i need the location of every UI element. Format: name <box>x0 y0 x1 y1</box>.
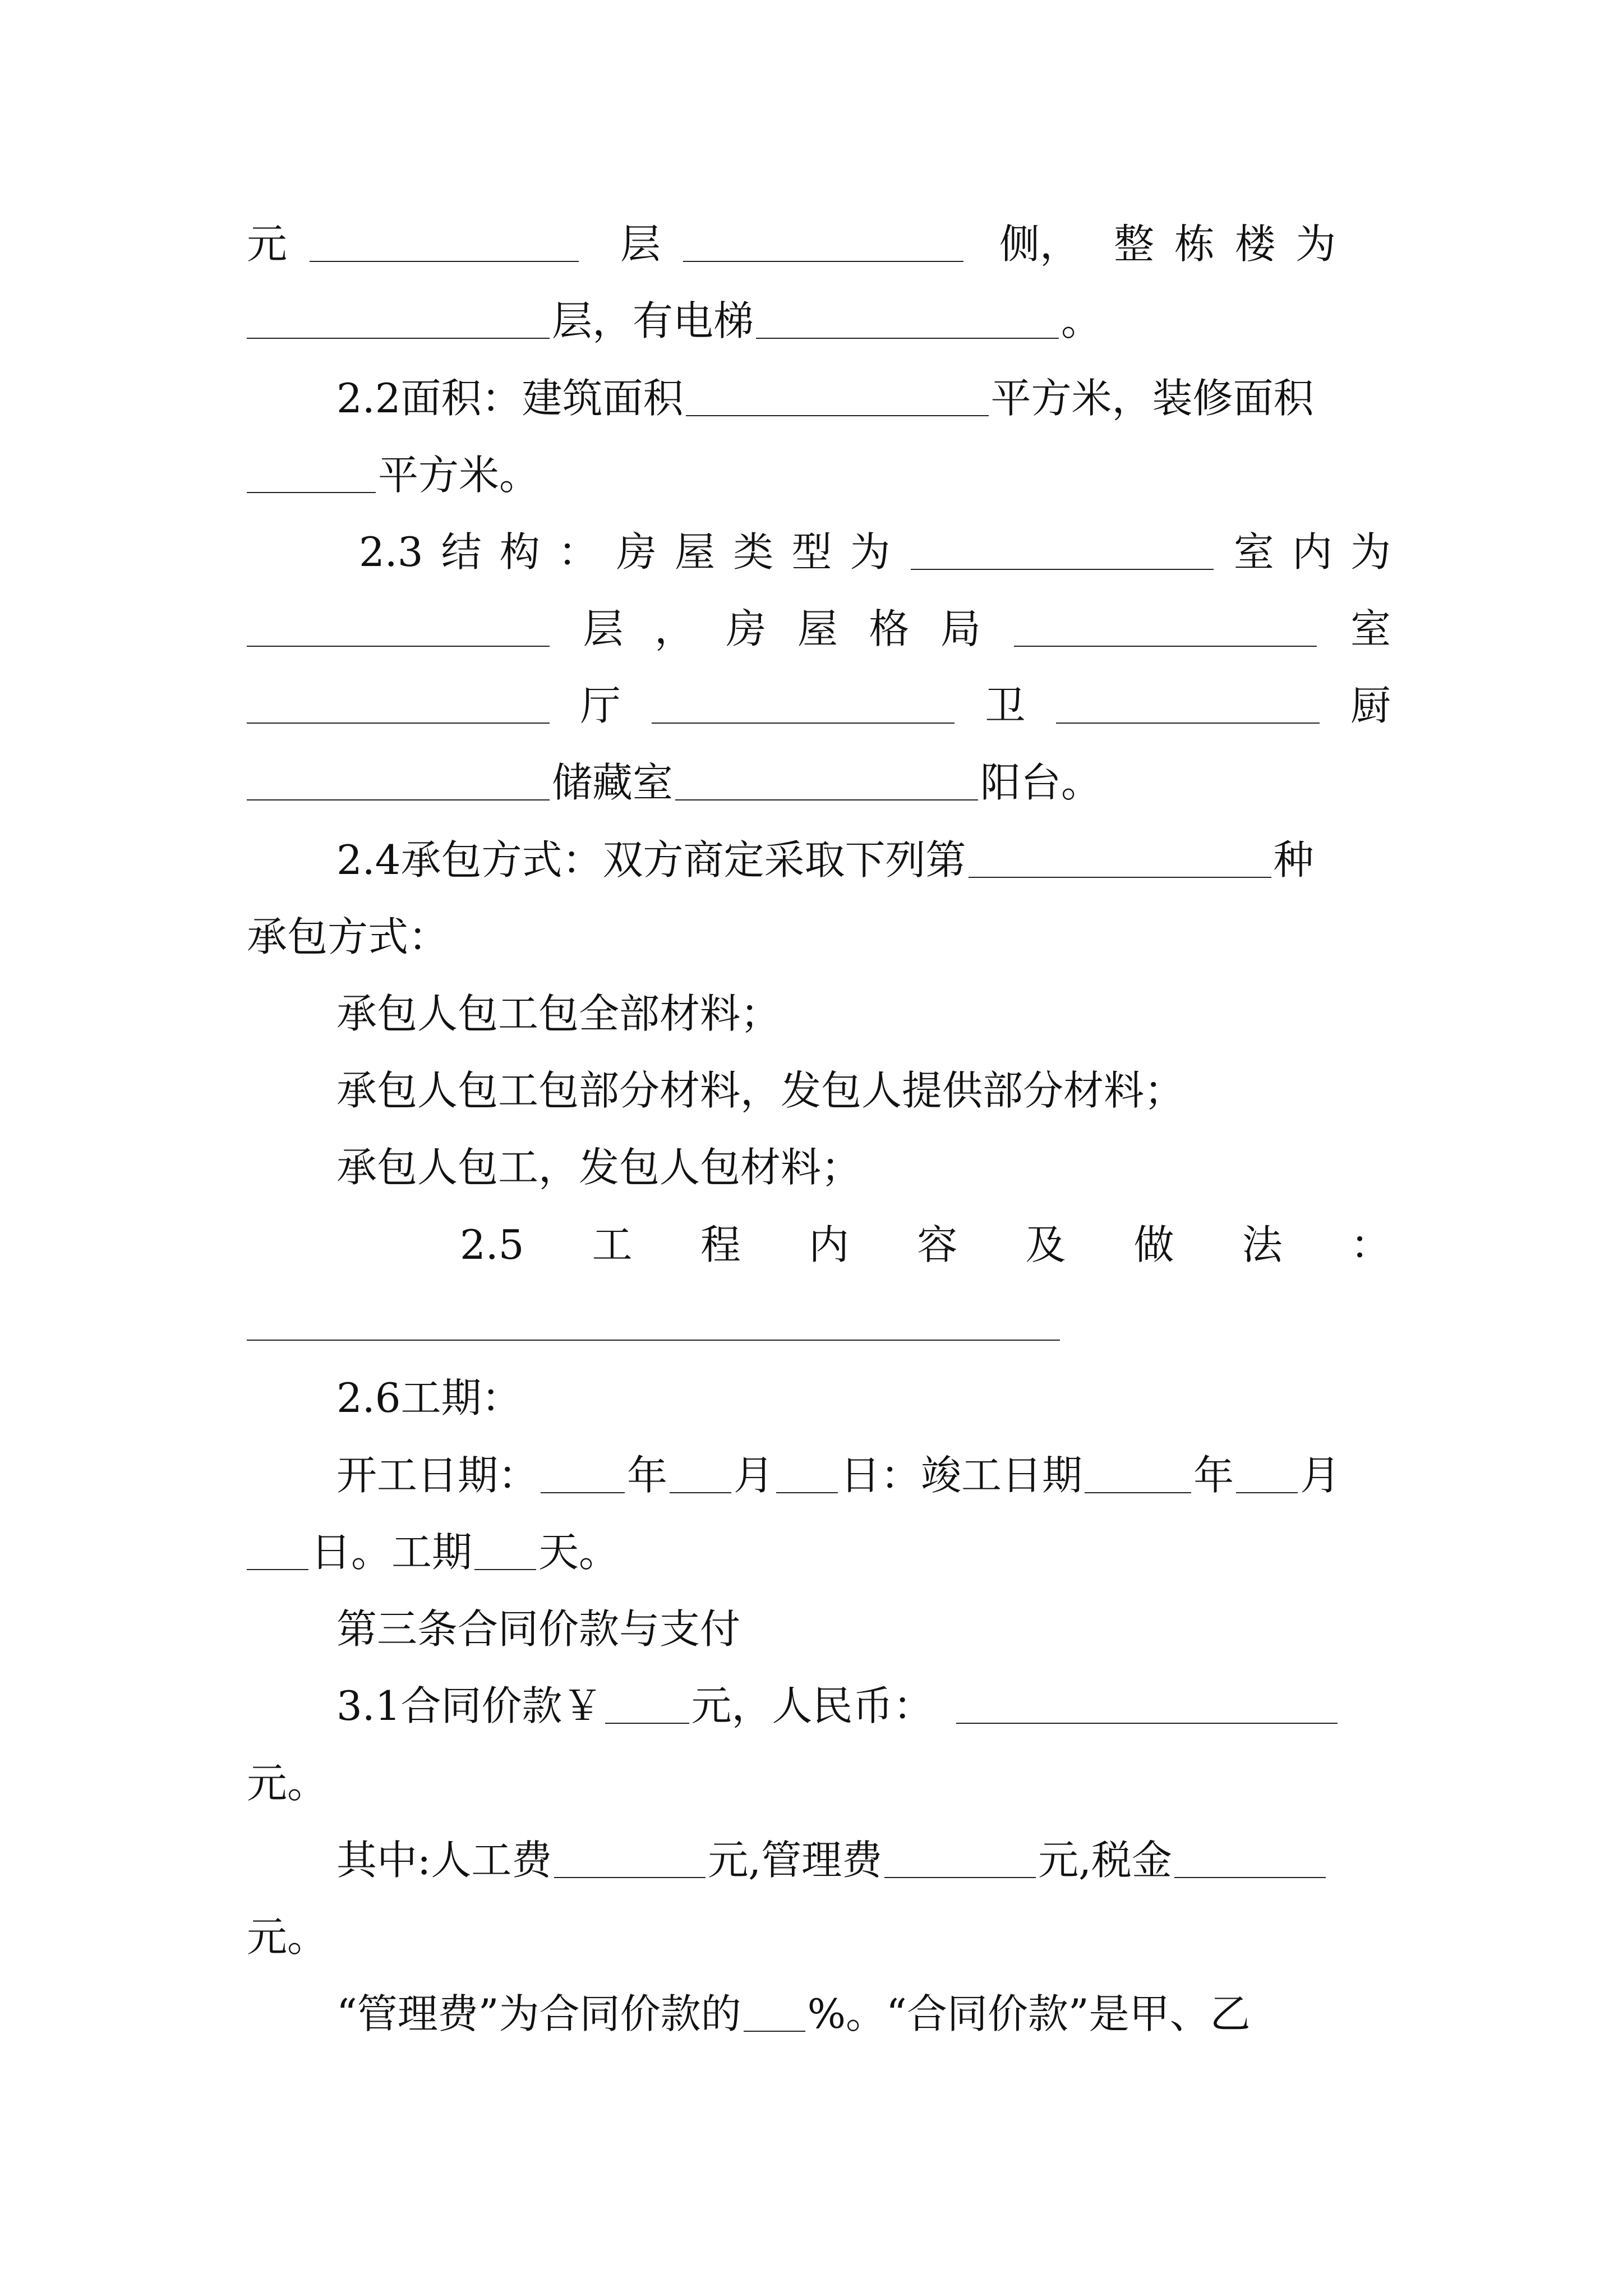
text-line <box>247 1909 1391 1965</box>
text-fragment: 元。 <box>247 1913 328 1961</box>
fill-blank[interactable] <box>1085 1457 1191 1493</box>
text-line <box>247 216 1391 272</box>
text-fragment: 构 <box>499 528 540 576</box>
text-fragment: 2.2面积：建筑面积 <box>336 375 684 422</box>
text-fragment: 元，人民币： <box>691 1682 934 1729</box>
text-fragment: 年 <box>627 1452 668 1499</box>
text-fragment: 内 <box>809 1221 850 1268</box>
text-fragment: 法 <box>1242 1221 1283 1268</box>
fill-blank[interactable] <box>1174 1842 1326 1878</box>
text-line <box>247 909 1391 965</box>
fill-blank[interactable] <box>956 1688 1338 1724</box>
fill-blank[interactable] <box>744 1996 805 2032</box>
text-fragment: 型 <box>791 528 832 576</box>
text-line <box>460 1217 1391 1273</box>
text-fragment: 承包方式： <box>247 913 449 960</box>
fill-blank[interactable] <box>1014 611 1317 647</box>
text-fragment: 2.6工期： <box>336 1374 522 1421</box>
text-line <box>336 1678 1391 1734</box>
text-fragment: 做 <box>1133 1221 1174 1268</box>
text-fragment: 工 <box>592 1221 633 1268</box>
text-fragment: 元,税金 <box>1038 1837 1173 1884</box>
text-fragment: 平方米。 <box>378 452 540 499</box>
text-fragment: 及 <box>1025 1221 1066 1268</box>
text-fragment: 日。工期 <box>311 1529 473 1576</box>
text-line <box>336 1370 1391 1426</box>
text-fragment: 为 <box>1295 220 1336 268</box>
text-fragment: 承包人包工包全部材料； <box>336 990 781 1037</box>
text-fragment: 阳台。 <box>980 759 1102 806</box>
text-fragment: 为 <box>1350 528 1391 576</box>
fill-blank[interactable] <box>675 765 978 800</box>
text-line <box>336 1832 1391 1888</box>
text-fragment: 第三条合同价款与支付 <box>336 1605 741 1653</box>
text-line <box>336 370 1391 426</box>
text-fragment: 类 <box>733 528 774 576</box>
text-fragment: ： <box>557 528 598 576</box>
fill-blank[interactable] <box>310 226 579 262</box>
text-fragment: 元 <box>247 220 288 268</box>
text-line <box>247 678 1391 734</box>
text-fragment: 天。 <box>538 1529 620 1576</box>
fill-blank[interactable] <box>247 765 550 800</box>
fill-blank[interactable] <box>247 457 376 493</box>
fill-blank[interactable] <box>756 303 1059 339</box>
text-fragment: 。 <box>1061 297 1102 344</box>
text-fragment: 结 <box>441 528 482 576</box>
answer-line[interactable] <box>247 1340 1060 1341</box>
text-line <box>247 601 1391 657</box>
text-fragment: 2.4承包方式：双方商定采取下列第 <box>336 836 966 884</box>
fill-blank[interactable] <box>247 1534 308 1570</box>
text-fragment: 年 <box>1193 1452 1234 1499</box>
text-fragment: 厅 <box>580 682 621 729</box>
text-fragment: 屋 <box>675 528 716 576</box>
text-fragment: 开工日期： <box>336 1452 539 1499</box>
text-fragment: 房 <box>616 528 657 576</box>
section-heading <box>336 1601 1391 1657</box>
text-fragment: 元,管理费 <box>708 1837 883 1884</box>
text-fragment: ， <box>654 605 695 652</box>
fill-blank[interactable] <box>911 534 1214 570</box>
fill-blank[interactable] <box>474 1534 536 1570</box>
text-fragment: 平方米，装修面积 <box>990 375 1314 422</box>
text-fragment: 承包人包工包部分材料，发包人提供部分材料； <box>336 1067 1185 1114</box>
fill-blank[interactable] <box>683 226 963 262</box>
text-fragment: 厨 <box>1350 682 1391 729</box>
text-line <box>336 832 1391 888</box>
text-fragment: 栋 <box>1174 220 1215 268</box>
text-fragment: 侧， <box>999 220 1081 268</box>
fill-blank[interactable] <box>1056 688 1320 724</box>
text-fragment: 3.1合同价款￥ <box>336 1682 603 1729</box>
text-line <box>247 447 1391 503</box>
fill-blank[interactable] <box>1236 1457 1298 1493</box>
text-fragment: 为 <box>850 528 891 576</box>
text-line <box>247 293 1391 349</box>
text-fragment: 室 <box>1233 528 1274 576</box>
text-fragment: 储藏室 <box>552 759 674 806</box>
text-line <box>247 1524 1391 1580</box>
fill-blank[interactable] <box>670 1457 731 1493</box>
fill-blank[interactable] <box>969 842 1271 878</box>
text-line <box>359 524 1391 580</box>
fill-blank[interactable] <box>247 688 550 724</box>
fill-blank[interactable] <box>247 303 550 339</box>
text-line <box>247 754 1391 811</box>
text-fragment: 2.3 <box>359 528 423 576</box>
text-fragment: 月 <box>734 1452 774 1499</box>
text-fragment: “管理费”为合同价款的 <box>336 1990 741 2037</box>
text-line <box>336 1986 1391 2042</box>
text-fragment: %。“合同价款”是甲、乙 <box>807 1990 1251 2037</box>
text-fragment: 室 <box>1350 605 1391 652</box>
text-line <box>247 1755 1391 1811</box>
fill-blank[interactable] <box>554 1842 706 1878</box>
text-fragment: 承包人包工，发包人包材料； <box>336 1144 862 1191</box>
text-fragment: 整 <box>1114 220 1155 268</box>
text-line <box>336 1139 1391 1195</box>
text-fragment: 房 <box>726 605 767 652</box>
text-line <box>336 1447 1391 1503</box>
text-fragment: 内 <box>1292 528 1332 576</box>
text-fragment: ： <box>1350 1221 1391 1268</box>
text-fragment: 2.5 <box>460 1221 524 1268</box>
text-fragment: 格 <box>869 605 910 652</box>
fill-blank[interactable] <box>605 1688 689 1724</box>
text-fragment: 容 <box>917 1221 958 1268</box>
fill-blank[interactable] <box>776 1457 838 1493</box>
text-fragment: 层 <box>583 605 624 652</box>
fill-blank[interactable] <box>247 611 550 647</box>
text-line <box>336 1062 1391 1119</box>
text-fragment: 局 <box>940 605 981 652</box>
text-fragment: 种 <box>1273 836 1314 884</box>
text-fragment: 其中:人工费 <box>336 1837 552 1884</box>
text-fragment: 月 <box>1300 1452 1341 1499</box>
text-line <box>336 986 1391 1042</box>
text-fragment: 程 <box>700 1221 741 1268</box>
fill-blank[interactable] <box>686 380 989 416</box>
text-fragment: 楼 <box>1235 220 1276 268</box>
fill-blank[interactable] <box>652 688 955 724</box>
fill-blank[interactable] <box>884 1842 1036 1878</box>
text-fragment: 屋 <box>797 605 838 652</box>
text-fragment: 日：竣工日期 <box>840 1452 1083 1499</box>
text-fragment: 层 <box>620 220 661 268</box>
text-fragment: 元。 <box>247 1760 328 1807</box>
fill-blank[interactable] <box>541 1457 625 1493</box>
text-fragment: 层，有电梯 <box>552 297 754 344</box>
text-fragment: 卫 <box>985 682 1026 729</box>
